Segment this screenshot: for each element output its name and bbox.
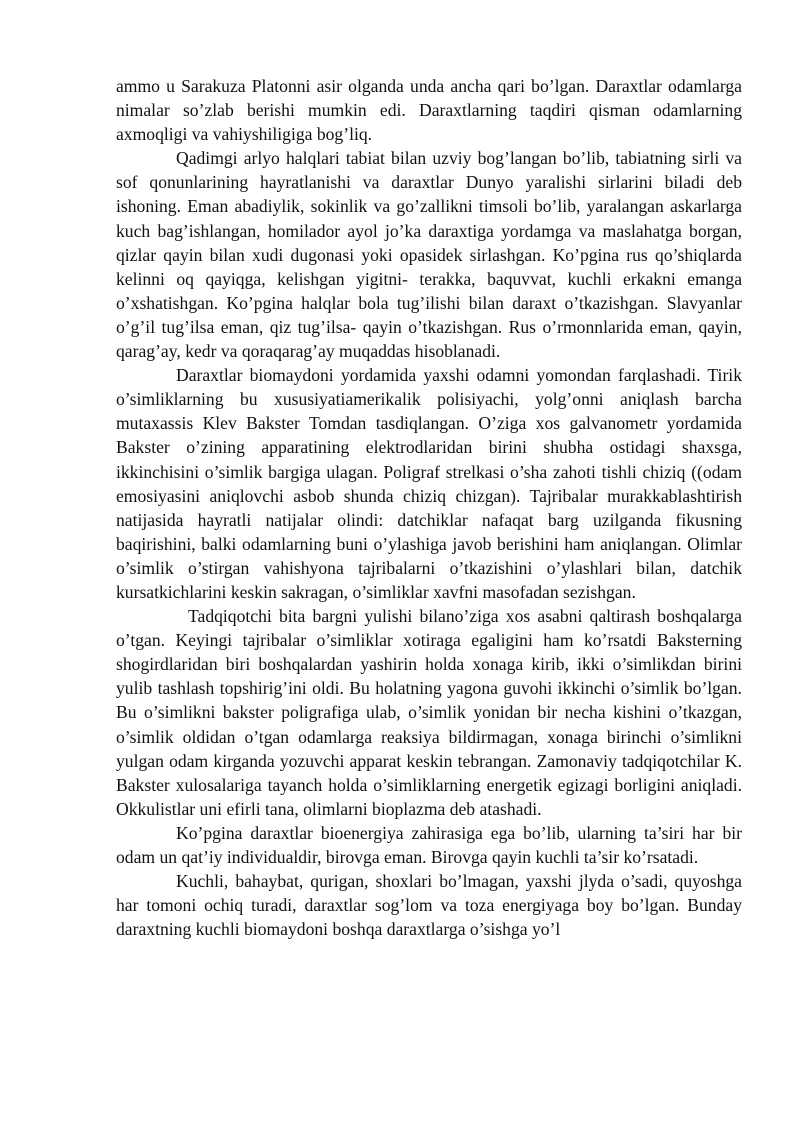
paragraph-5: Ko’pgina daraxtlar bioenergiya zahirasiga ega bo’lib, ularning ta’siri har bir odam un qat’iy individualdir, birovga eman. Birovga qayin kuchli ta’sir ko’rsatadi.: [116, 822, 742, 867]
paragraph-6: Kuchli, bahaybat, qurigan, shoxlari bo’lmagan, yaxshi jlyda o’sadi, quyoshga har tomoni ochiq turadi, daraxtlar sog’lom va toza energiyaga boy bo’lgan. Bunday daraxtning kuchli biomaydoni boshqa daraxtlarga o’sishga yo’l: [116, 871, 742, 940]
paragraph-2: Qadimgi arlyo halqlari tabiat bilan uzviy bog’langan bo’lib, tabiatning sirli va sof qonunlarining hayratlanishi va daraxtlar Dunyo yaralishi sirlarini biladi deb ishoning. Eman abadiylik, sokinlik va go’zallikni timsoli bo’lib, yaralangan askarlarga kuch bag’ishlangan, homilador ayol jo’ka daraxtiga yordamga va maslahatga borgan, qizlar qayin bilan xudi dugonasi yoki opasidek sirlashgan. Ko’pgina rus qo’shiqlarda kelinni oq qayiqga, kelishgan yigitni- terakka, baquvvat, kuchli erkakni emanga o’xshatishgan. Ko’pgina halqlar bola tug’ilishi bilan daraxt o’tkazishgan. Slavyanlar o’g’il tug’ilsa eman, qiz tug’ilsa- qayin o’tkazishgan. Rus o’rmonnlarida eman, qayin, qarag’ay, kedr va qoraqarag’ay muqaddas hisoblanadi.: [116, 148, 742, 362]
paragraph-3: Daraxtlar biomaydoni yordamida yaxshi odamni yomondan farqlashadi. Tirik o’simliklarning bu xususiyatiamerikalik polisiyachi, yolg’onni aniqlash barcha mutaxassis Klev Bakster Tomdan tasdiqlangan. O’ziga xos galvanometr yordamida Bakster o’zining apparatining elektrodlaridan birini shubha ostidagi shaxsga, ikkinchisini o’simlik bargiga ulagan. Poligraf strelkasi o’sha zahoti tishli chiziq ((odam emosiyasini aniqlovchi asbob shunda chiziq chizgan). Tajribalar murakkablashtirish natijasida hayratli natijalar olindi: datchiklar nafaqat barg uzilganda fikusning baqirishini, balki odamlarning buni o’ylashiga javob berishini ham aniqlangan. Olimlar o’simlik o’stirgan vahishyona tajribalarni o’tkazishini o’ylashlari bilan, datchik kursatkichlarini keskin sakragan, o’simliklar xavfni masofadan sezishgan.: [116, 365, 742, 602]
paragraph-4: Tadqiqotchi bita bargni yulishi bilano’ziga xos asabni qaltirash boshqalarga o’tgan. Keyingi tajribalar o’simliklar xotiraga egaligini ham ko’rsatdi Baksterning shogirdlaridan biri boshqalardan yashirin holda xonaga kirib, ikki o’simlikdan birini yulib tashlash topshirig’ini oldi. Bu holatning yagona guvohi ikkinchi o’simlik bo’lgan. Bu o’simlikni bakster poligrafiga ulab, o’simlik yonidan bir necha kishini o’tkazgan, o’simlik oldidan o’tgan odamlarga reaksiya bildirmagan, xonaga birinchi o’simlikni yulgan odam kirganda yozuvchi apparat keskin tebrangan. Zamonaviy tadqiqotchilar K. Bakster xulosalariga tayanch holda o’simliklarning energetik egizagi borligini aniqladi. Okkulistlar uni efirli tana, olimlarni bioplazma deb atashadi.: [116, 606, 742, 819]
paragraph-1: ammo u Sarakuza Platonni asir olganda unda ancha qari bo’lgan. Daraxtlar odamlarga nimalar so’zlab berishi mumkin edi. Daraxtlarning taqdiri qisman odamlarning axmoqligi va vahiyshiligiga bog’liq.: [116, 76, 742, 145]
document-page: [116, 74, 742, 941]
